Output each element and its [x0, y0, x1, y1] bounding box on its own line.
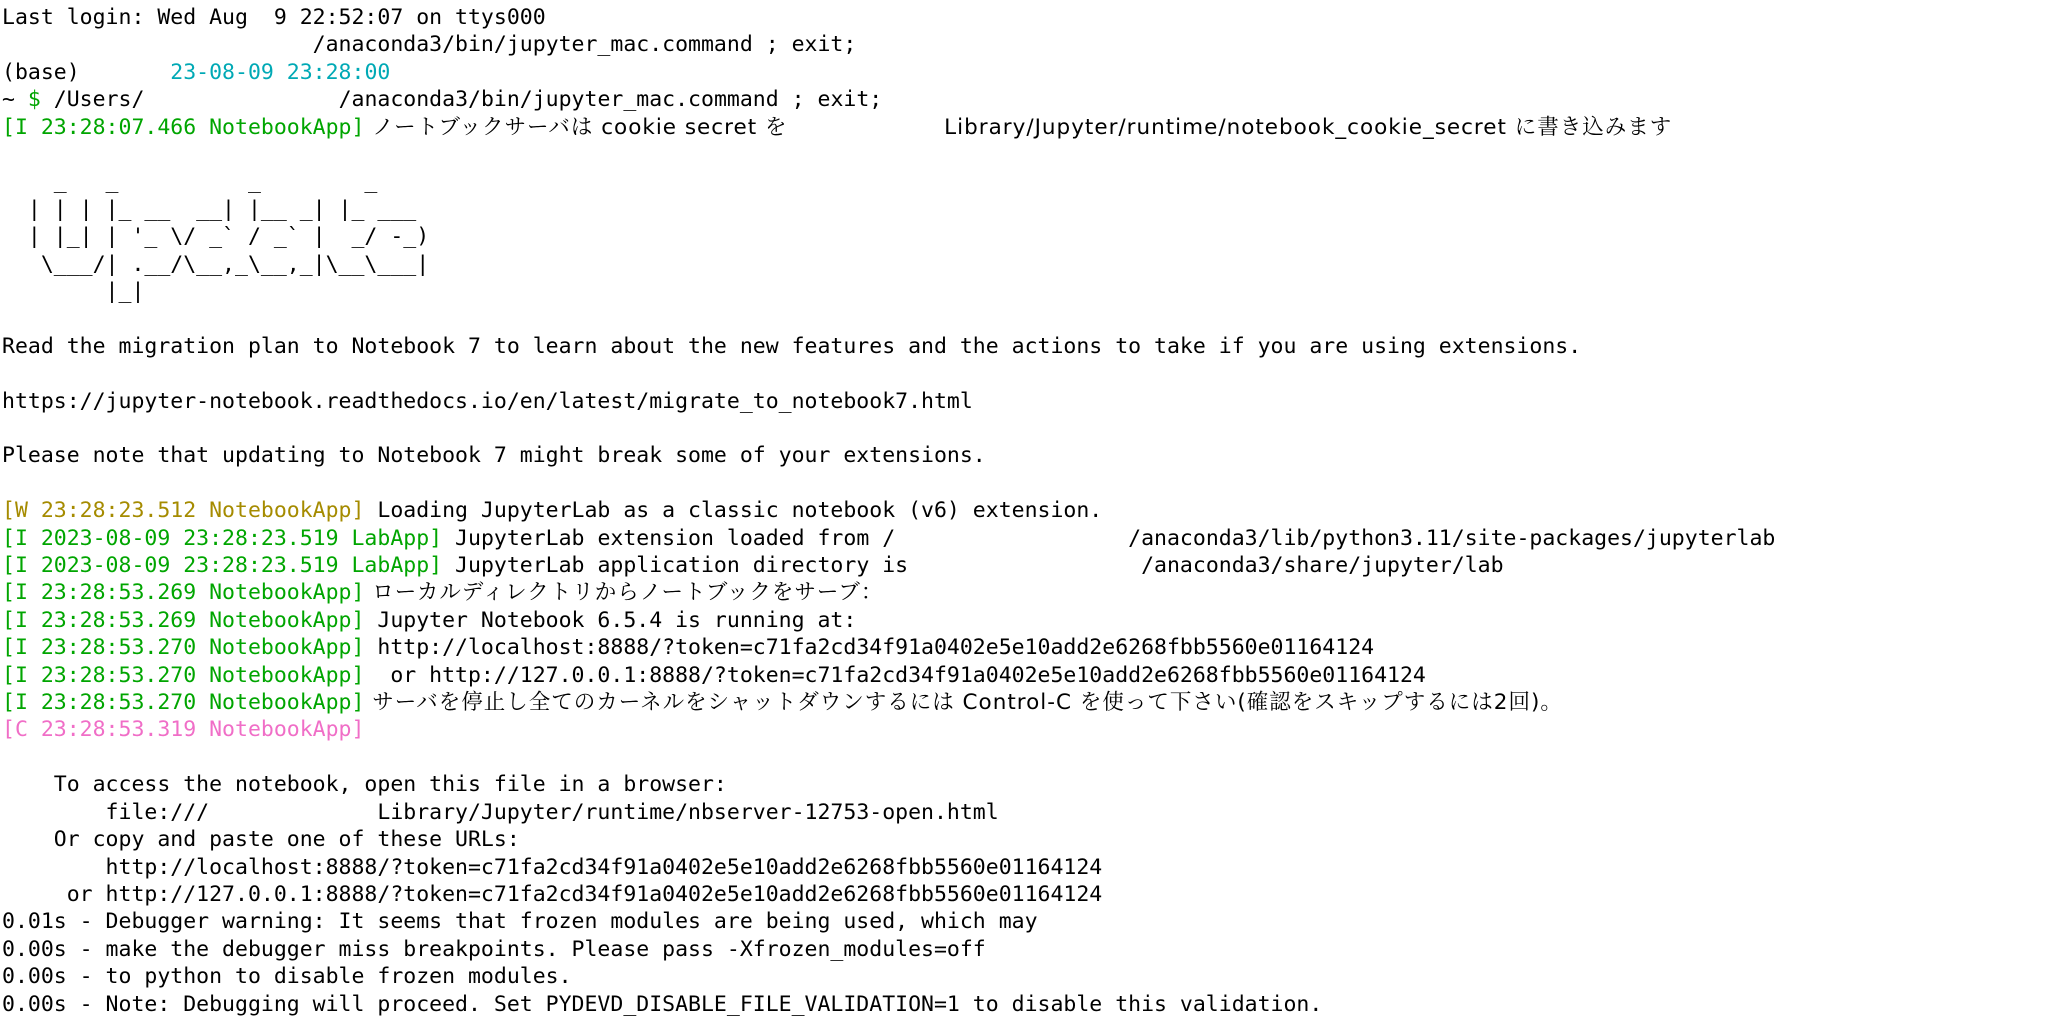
terminal-segment: [I 23:28:53.270 NotebookApp] — [2, 635, 365, 661]
terminal-segment: Read the migration plan to Notebook 7 to learn about the new features and the actions to take if you are using extensions. — [2, 333, 1582, 359]
terminal-line-ascii-art-3 — [2, 223, 2048, 250]
terminal-segment: ~ — [2, 87, 28, 113]
terminal-segment: 0.00s - to python to disable frozen modules. — [2, 964, 572, 990]
terminal-line-blank-6 — [2, 744, 2048, 771]
terminal-line-debugger-warning-4 — [2, 991, 2048, 1018]
terminal-line-url-localhost — [2, 634, 2048, 661]
terminal-segment — [93, 60, 132, 85]
terminal-line-debugger-warning-3 — [2, 963, 2048, 990]
terminal-segment: file:/// — [2, 799, 210, 825]
terminal-line-running-version — [2, 607, 2048, 634]
terminal-segment: [I 2023-08-09 23:28:23.519 LabApp] — [2, 525, 443, 551]
terminal-line-ascii-art-5 — [2, 278, 2048, 305]
terminal-segment: ローカルディレクトリからノートブックをサーブ： — [364, 580, 884, 606]
terminal-segment: /anaconda3/bin/jupyter_mac.command ; exit; — [144, 87, 883, 113]
terminal-segment: Please note that updating to Notebook 7 might break some of your extensions. — [2, 443, 986, 469]
terminal-line-copy-paste-instruction — [2, 826, 2048, 853]
terminal-line-lab-extension — [2, 525, 2048, 552]
terminal-line-warn-classic — [2, 497, 2048, 524]
terminal-segment: To access the notebook, open this file in a browser: — [2, 772, 727, 798]
terminal-line-ascii-art-4 — [2, 251, 2048, 278]
terminal-line-ascii-art-1 — [2, 168, 2048, 195]
terminal-line-prompt-base — [2, 59, 2048, 86]
terminal-segment: ノートブックサーバは cookie secret を — [364, 114, 788, 140]
terminal-segment: JupyterLab extension loaded from / — [442, 525, 896, 551]
terminal-line-migration-url — [2, 388, 2048, 415]
terminal-segment: [C 23:28:53.319 NotebookApp] — [2, 717, 365, 743]
terminal-segment: [I 23:28:53.269 NotebookApp] — [2, 580, 365, 606]
terminal-segment: [I 23:28:53.269 NotebookApp] — [2, 607, 365, 633]
terminal-segment: 0.00s - make the debugger miss breakpoints. Please pass -Xfrozen_modules=off — [2, 936, 986, 962]
terminal-segment: _ _ _ _ — [2, 169, 378, 195]
terminal-line-url-loopback-2 — [2, 881, 2048, 908]
terminal-segment: /anaconda3/bin/jupyter_mac.command ; exit; — [2, 32, 857, 58]
terminal-segment: http://localhost:8888/?token=c71fa2cd34f91a0402e5e10add2e6268fbb5560e01164124 — [2, 854, 1103, 880]
terminal-segment: Loading JupyterLab as a classic notebook (v6) extension. — [364, 498, 1103, 524]
terminal-segment: Last login: Wed Aug 9 22:52:07 on ttys000 — [2, 5, 546, 30]
terminal-segment: | | | |_ __ __| |__ _| |_ ___ — [2, 196, 417, 222]
terminal-segment: Library/Jupyter/runtime/nbserver-12753-open.html — [209, 799, 999, 825]
terminal-segment: |_| — [2, 279, 145, 305]
terminal-line-blank-3 — [2, 360, 2048, 387]
terminal-segment: [I 2023-08-09 23:28:23.519 LabApp] — [2, 553, 443, 579]
terminal-segment: \___/| .__/\__,_\__,_|\__\___| — [2, 251, 430, 277]
terminal-line-migration-plan — [2, 333, 2048, 360]
terminal-line-last-login — [2, 4, 2048, 31]
terminal-line-debugger-warning-2 — [2, 936, 2048, 963]
terminal-line-url-loopback — [2, 662, 2048, 689]
terminal-segment: [I 23:28:53.270 NotebookApp] — [2, 662, 365, 688]
terminal-segment: 0.01s - Debugger warning: It seems that frozen modules are being used, which may — [2, 909, 1038, 935]
terminal-segment: 23-08-09 23:28:00 — [131, 59, 391, 85]
terminal-segment: $ — [27, 87, 41, 113]
terminal-segment: or http://127.0.0.1:8888/?token=c71fa2cd34f91a0402e5e10add2e6268fbb5560e01164124 — [364, 662, 1426, 688]
terminal-segment: [I 23:28:53.270 NotebookApp] — [2, 690, 365, 716]
terminal-segment: Jupyter Notebook 6.5.4 is running at: — [364, 607, 857, 633]
terminal-segment: Or copy and paste one of these URLs: — [2, 827, 520, 853]
terminal-segment: JupyterLab application directory is — [442, 553, 909, 579]
terminal-line-blank-1 — [2, 141, 2048, 168]
terminal-segment: https://jupyter-notebook.readthedocs.io/en/latest/migrate_to_notebook7.html — [2, 388, 973, 414]
terminal-line-access-instruction — [2, 771, 2048, 798]
terminal-line-ascii-art-2 — [2, 196, 2048, 223]
terminal-line-command-path — [2, 31, 2048, 58]
terminal-segment: サーバを停止し全てのカーネルをシャットダウンするには Control-C を使って下さい(確認をスキップするには2回)。 — [364, 690, 1563, 716]
terminal-line-serving-dir — [2, 579, 2048, 606]
terminal-segment: /anaconda3/share/jupyter/lab — [908, 553, 1504, 579]
terminal-line-shutdown-hint — [2, 689, 2048, 716]
terminal-segment: 0.00s - Note: Debugging will proceed. Set PYDEVD_DISABLE_FILE_VALIDATION=1 to disable this validation. — [2, 991, 1323, 1017]
terminal-segment: http://localhost:8888/?token=c71fa2cd34f91a0402e5e10add2e6268fbb5560e01164124 — [364, 635, 1375, 661]
terminal-line-debugger-warning-1 — [2, 908, 2048, 935]
terminal-segment: [W 23:28:23.512 NotebookApp] — [2, 498, 365, 524]
terminal-line-update-note — [2, 442, 2048, 469]
terminal-line-blank-2 — [2, 305, 2048, 332]
terminal-segment: | |_| | '_ \/ _` / _` | _/ -_) — [2, 224, 430, 250]
terminal-segment: /anaconda3/lib/python3.11/site-packages/jupyterlab — [895, 525, 1776, 551]
terminal-line-critical-marker — [2, 716, 2048, 743]
terminal-line-cookie-secret — [2, 114, 2048, 141]
terminal-segment: /Users/ — [40, 87, 145, 113]
terminal-line-lab-app-dir — [2, 552, 2048, 579]
terminal-line-blank-4 — [2, 415, 2048, 442]
terminal-line-file-path — [2, 799, 2048, 826]
terminal-segment: [I 23:28:07.466 NotebookApp] — [2, 114, 365, 140]
terminal-segment: (base) — [2, 59, 93, 85]
terminal-line-url-localhost-2 — [2, 854, 2048, 881]
terminal-segment: Library/Jupyter/runtime/notebook_cookie_secret に書き込みます — [787, 114, 1673, 140]
terminal-segment: or http://127.0.0.1:8888/?token=c71fa2cd34f91a0402e5e10add2e6268fbb5560e01164124 — [2, 881, 1103, 907]
terminal-line-prompt-user — [2, 86, 2048, 113]
terminal-line-blank-5 — [2, 470, 2048, 497]
